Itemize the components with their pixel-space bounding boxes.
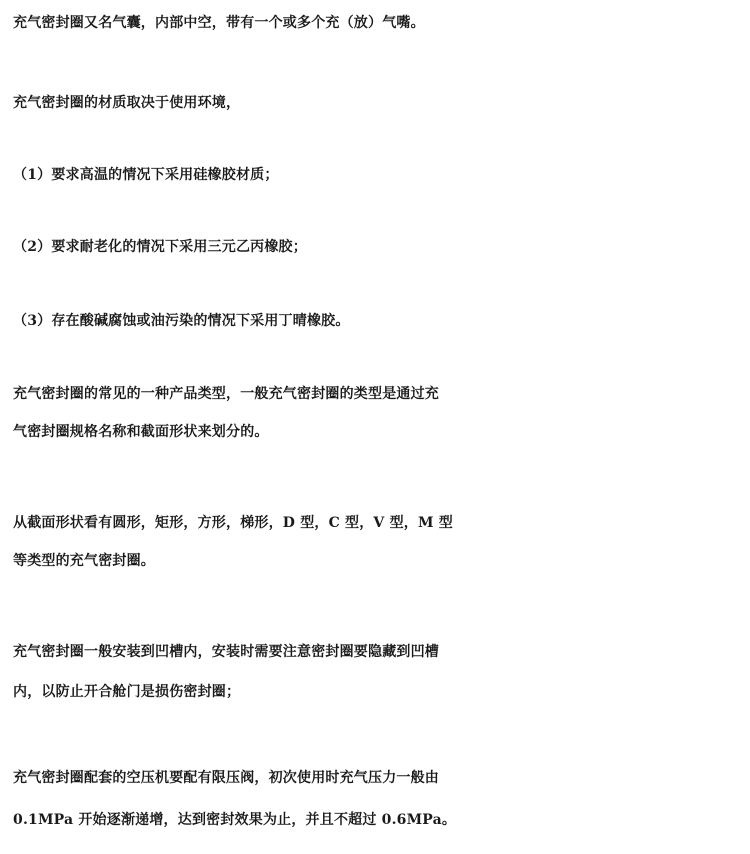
paragraph-shapes-line2: 等类型的充气密封圈。 [13, 553, 155, 569]
paragraph-compressor-line2: 0.1MPa 开始逐渐递增，达到密封效果为止，并且不超过 0.6MPa。 [13, 812, 457, 828]
paragraph-types [13, 376, 738, 450]
paragraph-types-line2: 气密封圈规格名称和截面形状来划分的。 [13, 424, 269, 440]
list-item-high-temp: （1）要求高温的情况下采用硅橡胶材质； [13, 167, 279, 183]
list-item-anti-aging: （2）要求耐老化的情况下采用三元乙丙橡胶； [13, 239, 307, 255]
paragraph-intro: 充气密封圈又名气囊，内部中空，带有一个或多个充（放）气嘴。 [13, 15, 425, 31]
paragraph-installation-line2: 内，以防止开合舱门是损伤密封圈； [13, 684, 241, 700]
paragraph-material: 充气密封圈的材质取决于使用环境， [13, 95, 241, 111]
paragraph-installation-line1: 充气密封圈一般安装到凹槽内，安装时需要注意密封圈要隐藏到凹槽 [13, 644, 439, 660]
paragraph-compressor [13, 760, 738, 838]
list-item-corrosion: （3）存在酸碱腐蚀或油污染的情况下采用丁晴橡胶。 [13, 313, 350, 329]
paragraph-installation [13, 634, 738, 710]
paragraph-shapes [13, 505, 738, 579]
paragraph-types-line1: 充气密封圈的常见的一种产品类型，一般充气密封圈的类型是通过充 [13, 386, 439, 402]
paragraph-shapes-line1: 从截面形状看有圆形，矩形，方形，梯形，D 型，C 型，V 型，M 型 [13, 515, 453, 531]
paragraph-compressor-line1: 充气密封圈配套的空压机要配有限压阀，初次使用时充气压力一般由 [13, 770, 439, 786]
